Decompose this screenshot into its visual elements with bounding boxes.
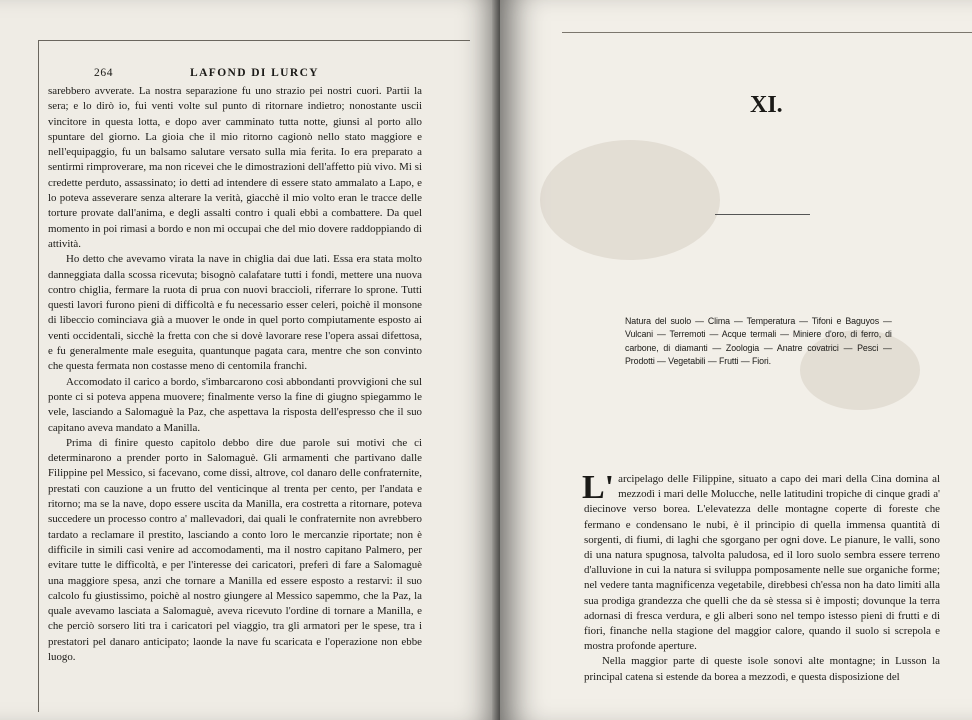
running-head: LAFOND DI LURCY	[190, 67, 319, 79]
page-number: 264	[94, 67, 114, 79]
right-page	[500, 0, 972, 720]
right-body-text	[582, 469, 940, 685]
page-border-top	[38, 40, 470, 41]
paragraph	[582, 469, 940, 654]
paragraph: Ho detto che avevamo virata la nave in chiglia dai due lati. Essa era stata molto danneggiata dalla scossa ricevuta; bisognò calafatare tutti i fondi, mettere una nuova contro chiglia, fermare la ruota di prua con nuovi braccioli, riferrare lo sprone. Tutti questi lavori furono pieni di difficoltà e fu necessario esser celeri, poichè il monsone di libeccio cominciava già a muover le onde in quel porto compiutamente esposto ai venti occidentali, sicchè la fretta con che si dovè lavorare rese l'opera assai difettosa, e fu generalmente male eseguita, quantunque pagata cara, mentre che son convinto che questa fermata non costasse meno di centomila franchi.	[48, 253, 422, 373]
paragraph-text: arcipelago delle Filippine, situato a capo dei mari della Cina domina al mezzodì i mari delle Molucche, nelle latitudini tropiche di cinque gradi a' diecinove verso borea. L'elevatezza delle montagne coperte di foreste che fermano e condensano le nubi, è il principio di quella immensa quantità di sorgenti, di fiumi, di laghi che sgorgano per ogni dove. Le pianure, le valli, sono di una natura spugnosa, talvolta paludosa, ed il loro suolo sembra essere terreno d'alluvione in cui la natura si sviluppa pomposamente nelle sue organiche forme; nel vedere tanta magnificenza vegetabile, direbbesi ch'essa non ha dato limiti alla sua prodiga grandezza che quelli che da sè stessa si è imposti; dovunque la terra adornasi di fresca verdura, e gli alberi sono nel tempo istesso pieni di frutti e di fiori, finanche nella stagione del maggior calore, quando il suolo si screpola e mostra profonde aperture.	[584, 473, 940, 653]
chapter-summary: Natura del suolo — Clima — Temperatura — Tifoni e Baguyos — Vulcani — Terremoti — Acque termali — Miniere d'oro, di ferro, di carbone, di diamanti — Zoologia — Anatre covatrici — Pesci — Prodotti — Vegetabili — Frutti — Fiori.	[625, 316, 892, 368]
left-body-text	[48, 84, 422, 665]
paragraph: sarebbero avverate. La nostra separazione fu uno strazio pei nostri cuori. Partii la sera; e lo dirò io, fui venti volte sul punto di ritornare indietro; nonostante uscii vincitore in questa lotta, e dopo aver camminato tutta notte, giunsi al porto allo spuntare del giorno. La gioia che il mio ritorno cagionò nello stato maggiore e nell'equipaggio, fu un balsamo salutare versato sulla mia ferita. Io era preparato a sentirmi rimproverare, ma non ricevei che le dimostrazioni dell'affetto più vivo. Mi si credette perduto, assassinato; io detti ad intendere di essere stato ammalato a Lapo, e lo poteva asseverare senza alterare la verità, giacchè il mio volto eran le tracce delle torture provate dall'anima, e degli assalti contro i quali ebbi a combattere. Da quel momento in poi rimasi a bordo e non mi occupai che del mio dovere raddoppiando di attività.	[48, 85, 422, 250]
paragraph: Nella maggior parte di queste isole sonovi alte montagne; in Lusson la principal catena si estende da borea a mezzodì, e questa disposizione del	[584, 655, 940, 683]
page-border-left	[38, 40, 39, 712]
page-border-top	[562, 32, 972, 33]
paper-stain	[540, 140, 720, 260]
paragraph: Prima di finire questo capitolo debbo dire due parole sui motivi che ci determinarono a prender porto in Salomaguè. Gli armamenti che partivano dalle Filippine pel Messico, si facevano, come dissi, altrove, col danaro delle confraternite, prestati con cauzione a un frutto del venticinque al trenta per cento, per l'andata e ritorno; ma se la nave, dopo essere uscita da Manilla, era costretta a ritornare, poteva succedere un processo contro a' mallevadori, dai quali le confraternite non avrebbero tardato a reclamare il prestito, lasciando a conto loro le mercanzie riportate; non è difficile in simili casi venire ad accomodamenti, ma il nostro capitano Palmero, per evitare tutte le difficoltà, e per l'interesse dei caricatori, preferì di fare a Salomaguè una maggiore spesa, anzi che tornare a Manilla ed essere esposto a restarvi: il suo calcolo fu giustissimo, poichè al nostro giungere al Messico sapemmo, che la Paz, la quale avevamo lasciata a Salomaguè, aveva ricevuto l'ordine di tornare a Manilla, e che perciò sorsero liti tra i caricatori pel viaggio, tra gli armatori per le spese, tra i prestatori pel danaro anticipato; laonde la nave fu scaricata e l'operazione non ebbe luogo.	[48, 436, 422, 663]
separator-rule	[715, 214, 810, 215]
chapter-number: XI.	[750, 92, 783, 118]
paragraph: Accomodato il carico a bordo, s'imbarcarono così abbondanti provvigioni che sul ponte ci si poteva appena muovere; finalmente verso la fine di giugno spiegammo le vele, lasciando a Salomaguè la Paz, che aspettava la risposta dell'espresso che il suo capitano aveva mandato a Manilla.	[48, 375, 422, 434]
drop-cap: L'	[582, 469, 615, 506]
